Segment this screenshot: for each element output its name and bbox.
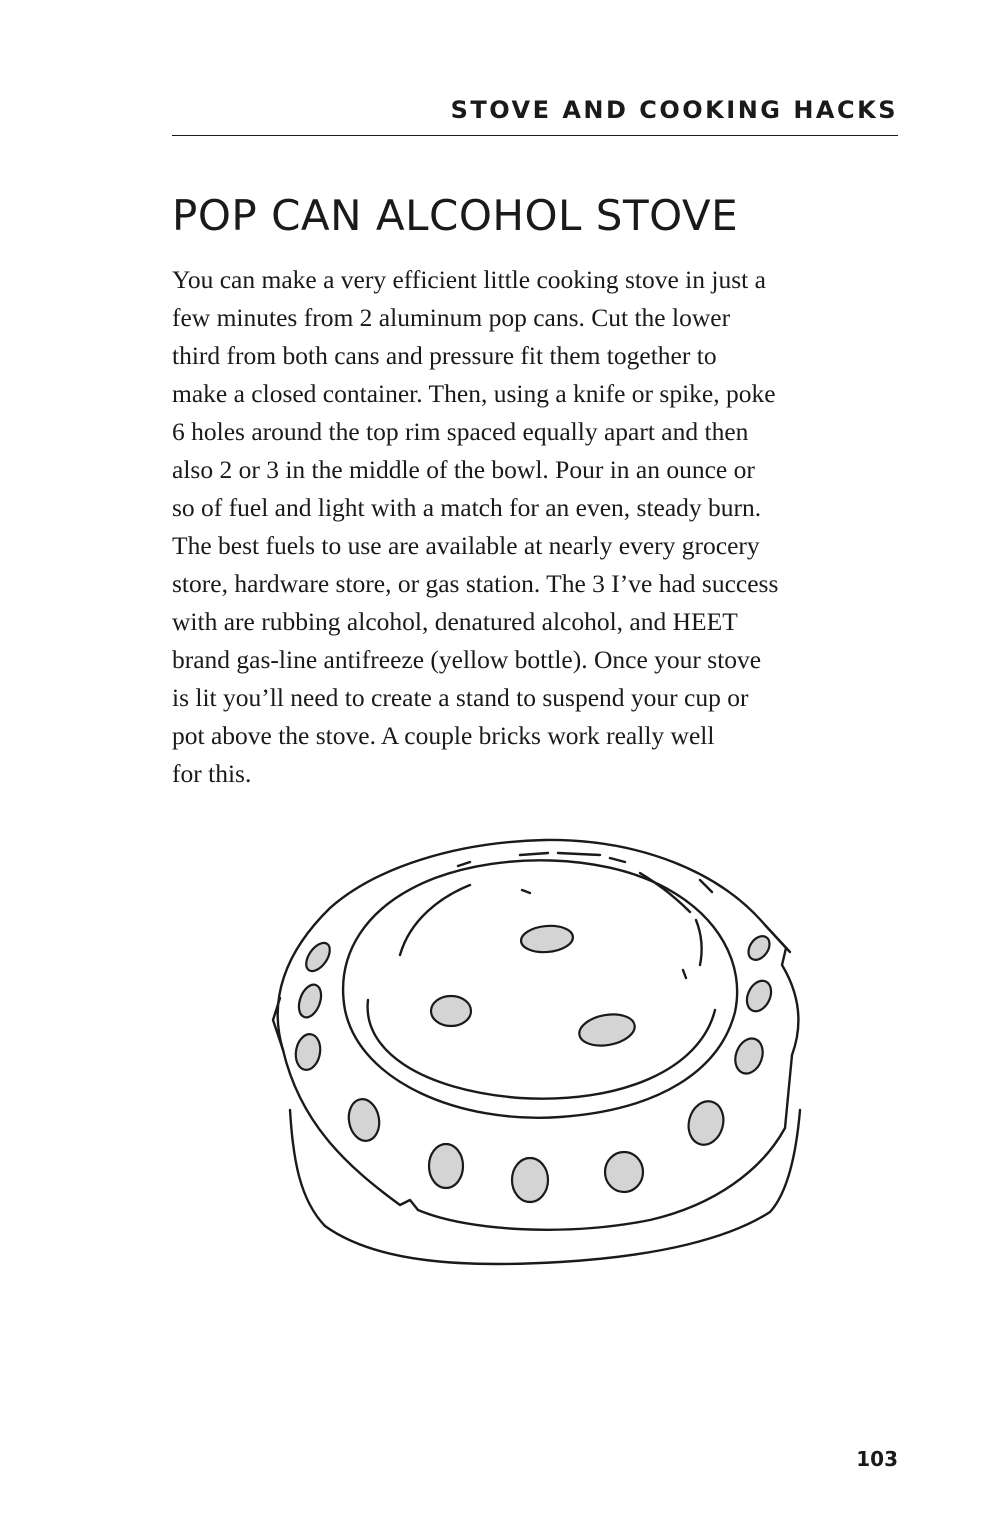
body-line: pot above the stove. A couple bricks work really well — [172, 721, 715, 750]
rim-hole — [301, 939, 334, 976]
body-line: third from both cans and pressure fit them together to — [172, 341, 717, 370]
body-line: brand gas-line antifreeze (yellow bottle). Once your stove — [172, 645, 762, 674]
rim-hole — [684, 1097, 728, 1148]
section-title: POP CAN ALCOHOL STOVE — [172, 191, 739, 240]
body-line: also 2 or 3 in the middle of the bowl. Pour in an ounce or — [172, 455, 755, 484]
stove-inner-ring — [343, 860, 737, 1117]
rim-hole — [293, 1032, 323, 1072]
body-line: is lit you’ll need to create a stand to suspend your cup or — [172, 683, 749, 712]
body-line: store, hardware store, or gas station. The 3 I’ve had success — [172, 569, 779, 598]
rim-hole — [605, 1152, 643, 1192]
rim-hole — [742, 977, 775, 1015]
body-line: with are rubbing alcohol, denatured alcohol, and HEET — [172, 607, 738, 636]
body-line: few minutes from 2 aluminum pop cans. Cut the lower — [172, 303, 731, 332]
center-hole — [520, 924, 574, 954]
body-line: The best fuels to use are available at nearly every grocery — [172, 531, 760, 560]
rim-hole — [429, 1144, 463, 1188]
stove-highlight-arc — [400, 885, 470, 955]
body-line: 6 holes around the top rim spaced equally apart and then — [172, 417, 749, 446]
header-rule — [172, 135, 898, 136]
body-line: You can make a very efficient little cooking stove in just a — [172, 265, 766, 294]
rim-hole — [744, 932, 774, 964]
body-line: make a closed container. Then, using a knife or spike, poke — [172, 379, 776, 408]
stove-bowl-line — [368, 1000, 715, 1099]
rim-hole — [346, 1097, 383, 1144]
rim-hole — [512, 1158, 548, 1202]
center-hole — [431, 996, 471, 1026]
stove-holes — [293, 924, 776, 1202]
page-number: 103 — [856, 1447, 898, 1471]
body-line: so of fuel and light with a match for an even, steady burn. — [172, 493, 762, 522]
rim-hole — [295, 982, 325, 1021]
body-line: for this. — [172, 759, 252, 788]
body-paragraph — [172, 261, 912, 793]
center-hole — [577, 1010, 637, 1049]
pop-can-stove-illustration — [260, 820, 820, 1270]
running-head: STOVE AND COOKING HACKS — [450, 96, 898, 124]
rim-hole — [731, 1035, 768, 1078]
